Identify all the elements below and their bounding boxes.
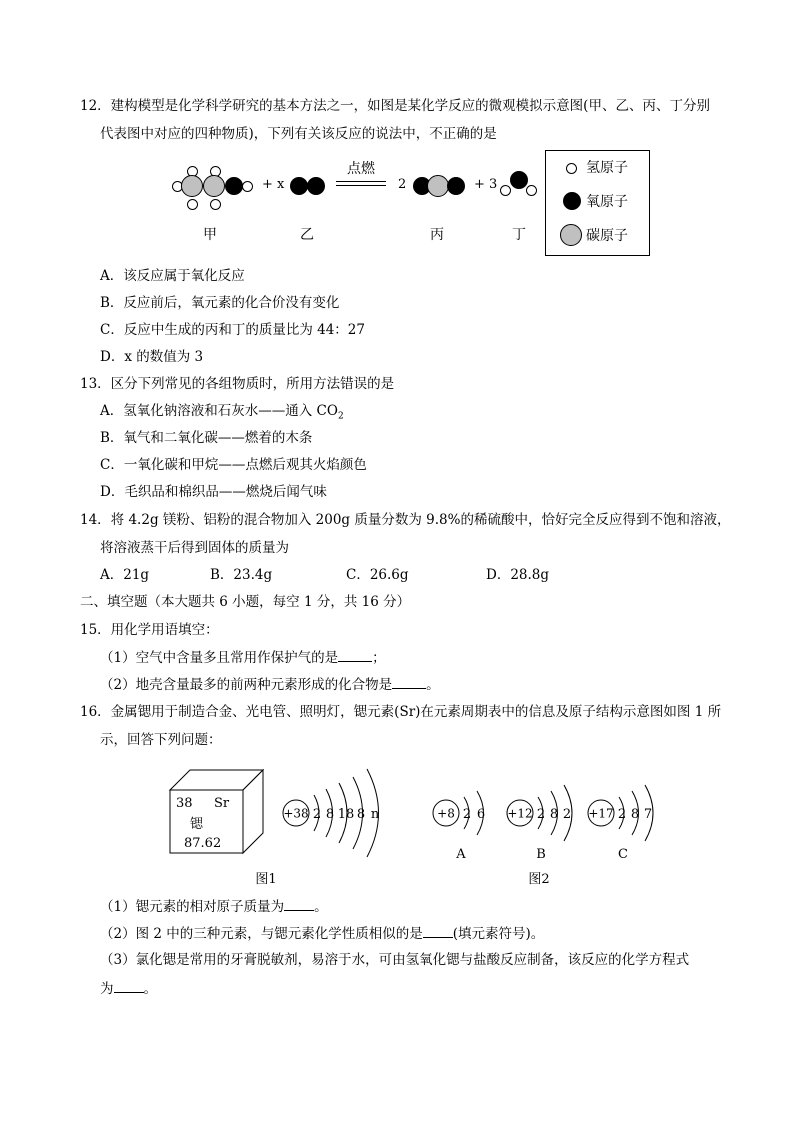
q16-part1-blank[interactable]: [284, 896, 314, 911]
atom-c-nucleus-charge: +17: [588, 806, 614, 821]
q15-part2-blank[interactable]: [392, 674, 426, 689]
q12-option-b: B．反应前后，氧元素的化合价没有变化: [100, 295, 340, 311]
section-fill-in-title: 二、填空题（本大题共 6 小题，每空 1 分，共 16 分）: [80, 594, 411, 610]
oxygen-atom: [225, 177, 243, 195]
q14-stem-line2: 将溶液蒸干后得到固体的质量为: [100, 540, 289, 556]
q12-stem-line2: 代表图中对应的四种物质)，下列有关该反应的说法中，不正确的是: [100, 126, 497, 142]
carbon-legend-icon: [560, 224, 582, 246]
equals-line-bottom: [336, 185, 386, 186]
q16-figures: [150, 755, 670, 895]
q12-option-a: A．该反应属于氧化反应: [100, 268, 245, 284]
q15-part2-end: 。: [426, 677, 440, 693]
q16-part2: [100, 923, 544, 944]
atom-legend: [545, 150, 650, 256]
atom-b-shell-count: 8: [549, 807, 559, 822]
q16-part3-prefix: 为: [100, 981, 114, 997]
label-jia: 甲: [203, 227, 217, 243]
legend-hydrogen: 氢原子: [586, 160, 628, 176]
q13-option-a-text: A．氢氧化钠溶液和石灰水——通入 CO: [100, 403, 338, 419]
atom-a-label: A: [456, 847, 466, 862]
label-ding: 丁: [512, 227, 526, 243]
q15-stem: 15．用化学用语填空：: [80, 622, 219, 638]
sr-atom-structure: [283, 769, 380, 857]
atom-b-structure: [507, 785, 572, 862]
sr-shell-count: 8: [356, 807, 366, 822]
atom-c-shell-count: 2: [617, 807, 627, 822]
label-yi: 乙: [300, 227, 314, 243]
carbon-atom: [427, 175, 449, 197]
coefficient-2: 2: [398, 177, 407, 192]
atom-a-nucleus-charge: +8: [437, 806, 455, 821]
atom-c-shell-count: 8: [630, 807, 640, 822]
cell-atomic-number: 38: [176, 796, 193, 811]
hydrogen-legend-icon: [566, 163, 577, 174]
cell-symbol: Sr: [214, 796, 230, 811]
cell-element-name: 锶: [190, 817, 204, 832]
figure-1-caption: 图1: [255, 872, 277, 887]
q15-part2: [100, 674, 440, 695]
oxygen-atom: [290, 177, 308, 195]
q16-part2-end: (填元素符号)。: [452, 926, 545, 942]
equals-line-top: [336, 181, 386, 182]
q16-part3-line2: [100, 978, 157, 999]
q14-option-b: B．23.4g: [210, 567, 273, 583]
oxygen-legend-icon: [563, 192, 581, 210]
q12-stem-line1: 12．建构模型是化学科学研究的基本方法之一，如图是某化学反应的微观模拟示意图(甲、乙、丙、丁分别: [80, 98, 710, 114]
legend-carbon: 碳原子: [586, 228, 628, 244]
figure-2-caption: 图2: [528, 872, 550, 887]
oxygen-atom: [447, 177, 465, 195]
carbon-atom: [203, 175, 225, 197]
q16-part3: （3）氯化锶是常用的牙膏脱敏剂，易溶于水，可由氢氧化锶与盐酸反应制备，该反应的化学方程式: [100, 952, 690, 968]
sr-shell-count: 8: [325, 807, 335, 822]
hydrogen-atom: [242, 181, 253, 192]
atom-c-label: C: [618, 847, 628, 862]
q13-stem: 13．区分下列常见的各组物质时，所用方法错误的是: [80, 376, 395, 392]
q13-option-d: D．毛织品和棉织品——燃烧后闻气味: [100, 484, 327, 500]
q13-option-c: C．一氧化碳和甲烷——点燃后观其火焰颜色: [100, 457, 367, 473]
sr-shell-count: 18: [337, 807, 355, 822]
q14-option-a: A．21g: [100, 567, 150, 583]
atom-c-shell-count: 7: [643, 807, 653, 822]
atom-b-shell-count: 2: [562, 807, 572, 822]
plus-3: + 3: [474, 177, 498, 192]
q12-option-c: C．反应中生成的丙和丁的质量比为 44：27: [100, 322, 365, 338]
q16-part2-text: （2）图 2 中的三种元素，与锶元素化学性质相似的是: [100, 926, 423, 942]
q13-option-b: B．氧气和二氧化碳——燃着的木条: [100, 430, 313, 446]
plus-x: + x: [262, 177, 285, 192]
q14-option-d: D．28.8g: [486, 567, 550, 583]
q15-part2-text: （2）地壳含量最多的前两种元素形成的化合物是: [100, 677, 393, 693]
sr-shell-count: 2: [312, 807, 322, 822]
atom-c-structure: [588, 785, 653, 862]
q15-part1: [100, 647, 386, 668]
q12-option-d: D．x 的数值为 3: [100, 349, 204, 365]
atom-a-shell-count: 2: [462, 807, 472, 822]
atom-b-shell-count: 2: [536, 807, 546, 822]
hydrogen-atom: [500, 185, 511, 196]
q16-stem-line2: 示，回答下列问题：: [100, 732, 222, 748]
q15-part1-text: （1）空气中含量多且常用作保护气的是: [100, 650, 339, 666]
q16-part1-end: 。: [314, 899, 328, 915]
cell-atomic-mass: 87.62: [184, 836, 222, 851]
q13-option-a: [100, 401, 344, 427]
label-bing: 丙: [430, 227, 444, 243]
q16-part3-end: 。: [143, 981, 157, 997]
atom-b-label: B: [536, 847, 546, 862]
q16-part3-blank[interactable]: [114, 978, 144, 993]
q14-stem-line1: 14．将 4.2g 镁粉、铝粉的混合物加入 200g 质量分数为 9.8%的稀硫酸中，恰好完全反应得到不饱和溶液，: [80, 512, 731, 528]
q16-part1: [100, 896, 328, 917]
q16-part2-blank[interactable]: [423, 923, 453, 938]
oxygen-atom: [510, 171, 528, 189]
q13-option-a-subscript: 2: [337, 411, 344, 422]
q15-part1-end: ；: [372, 650, 386, 666]
hydrogen-atom: [526, 185, 537, 196]
q16-stem-line1: 16．金属锶用于制造合金、光电管、照明灯，锶元素(Sr)在元素周期表中的信息及原子结构示意图如图 1 所: [80, 704, 722, 720]
sr-nucleus-charge: +38: [283, 806, 309, 821]
sr-shell-count: n: [370, 807, 380, 822]
q14-option-c: C．26.6g: [346, 567, 409, 583]
element-cell-sr: [170, 770, 263, 853]
hydrogen-atom: [187, 199, 198, 210]
oxygen-atom: [307, 177, 325, 195]
atom-b-nucleus-charge: +12: [507, 806, 533, 821]
reaction-condition: 点燃: [347, 161, 375, 177]
atom-a-structure: [433, 791, 485, 862]
q15-part1-blank[interactable]: [338, 647, 372, 662]
q16-part1-text: （1）锶元素的相对原子质量为: [100, 899, 285, 915]
carbon-atom: [181, 175, 203, 197]
legend-oxygen: 氧原子: [586, 194, 628, 210]
atom-a-shell-count: 6: [476, 807, 486, 822]
hydrogen-atom: [210, 199, 221, 210]
